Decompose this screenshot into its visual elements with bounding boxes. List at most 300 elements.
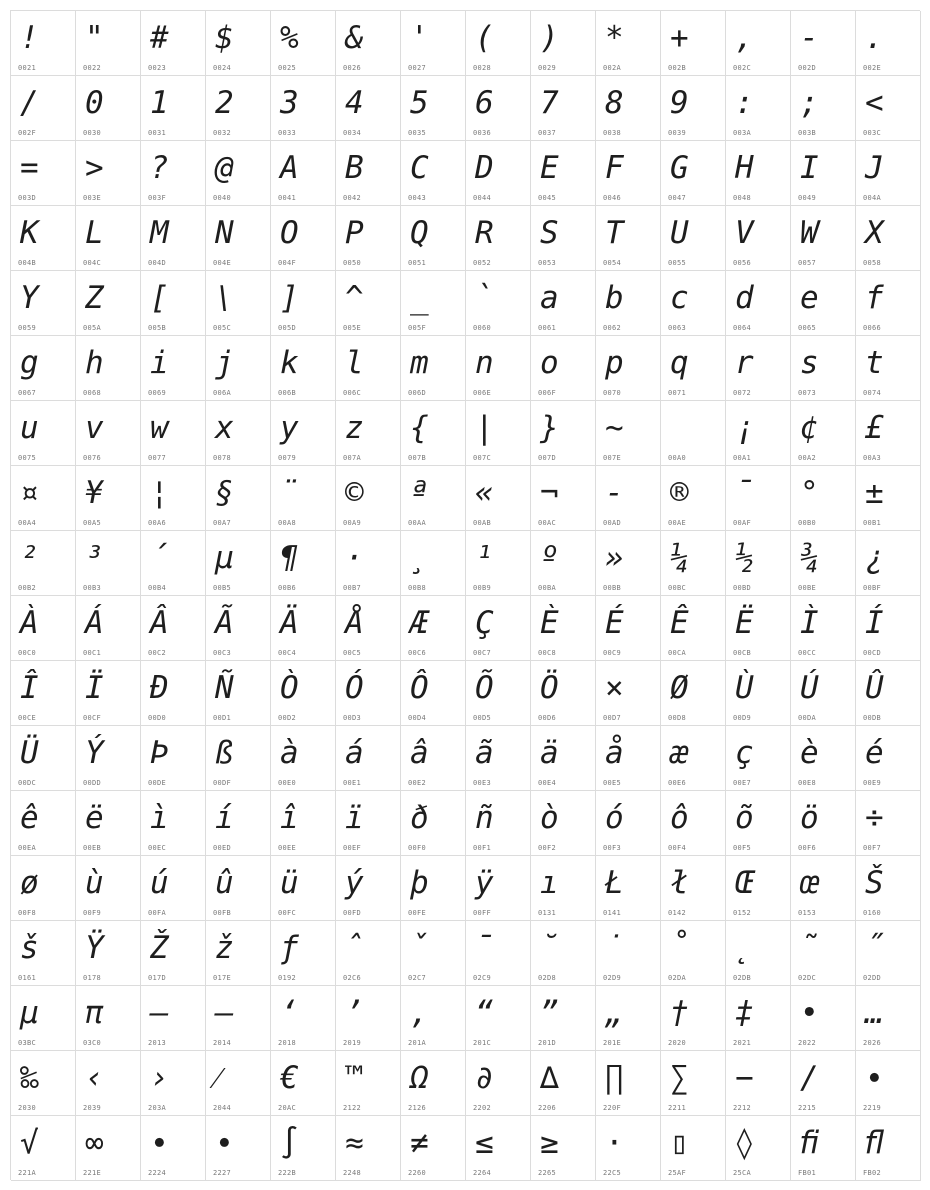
glyph-cell <box>206 336 271 401</box>
glyph-codepoint: 00EB <box>83 844 102 852</box>
glyph-codepoint: 220F <box>603 1104 622 1112</box>
glyph-codepoint: 007A <box>343 454 362 462</box>
glyph-cell <box>856 76 921 141</box>
glyph-char: š <box>20 930 39 966</box>
glyph-char: < <box>865 85 884 121</box>
glyph-char: ¿ <box>865 540 884 576</box>
glyph-codepoint: 0152 <box>733 909 752 917</box>
glyph-char: ƒ <box>280 930 299 966</box>
glyph-cell <box>856 856 921 921</box>
glyph-char: W <box>800 215 819 251</box>
glyph-char: { <box>410 410 429 446</box>
glyph-cell <box>726 1051 791 1116</box>
glyph-cell <box>141 206 206 271</box>
glyph-codepoint: 00DE <box>148 779 167 787</box>
glyph-char: ∑ <box>670 1060 689 1096</box>
glyph-codepoint: 005E <box>343 324 362 332</box>
glyph-cell <box>76 11 141 76</box>
glyph-codepoint: 00D3 <box>343 714 362 722</box>
glyph-char: s <box>800 345 819 381</box>
glyph-char: ł <box>670 865 689 901</box>
glyph-cell <box>466 726 531 791</box>
glyph-char: G <box>670 150 689 186</box>
glyph-codepoint: 02DC <box>798 974 817 982</box>
glyph-cell <box>141 661 206 726</box>
glyph-char: © <box>345 475 364 511</box>
glyph-char: ý <box>345 865 364 901</box>
glyph-codepoint: 0062 <box>603 324 622 332</box>
glyph-cell <box>336 596 401 661</box>
glyph-char: Ü <box>20 735 39 771</box>
glyph-codepoint: 0027 <box>408 64 427 72</box>
glyph-codepoint: 006E <box>473 389 492 397</box>
glyph-char: V <box>735 215 754 251</box>
glyph-codepoint: 0069 <box>148 389 167 397</box>
glyph-cell <box>206 271 271 336</box>
glyph-char: ▯ <box>670 1125 689 1161</box>
glyph-codepoint: 00D6 <box>538 714 557 722</box>
glyph-codepoint: 00B1 <box>863 519 882 527</box>
glyph-cell <box>336 661 401 726</box>
glyph-char: u <box>20 410 39 446</box>
glyph-codepoint: 00EE <box>278 844 297 852</box>
glyph-char: O <box>280 215 299 251</box>
glyph-codepoint: 0048 <box>733 194 752 202</box>
glyph-cell <box>856 661 921 726</box>
glyph-codepoint: 0050 <box>343 259 362 267</box>
glyph-codepoint: 00FA <box>148 909 167 917</box>
glyph-codepoint: 0060 <box>473 324 492 332</box>
glyph-char: þ <box>410 865 429 901</box>
glyph-codepoint: 005B <box>148 324 167 332</box>
glyph-codepoint: 2265 <box>538 1169 557 1177</box>
glyph-char: ˜ <box>800 930 819 966</box>
glyph-cell <box>531 206 596 271</box>
glyph-cell <box>336 986 401 1051</box>
glyph-char: Ç <box>475 605 494 641</box>
glyph-codepoint: 00F7 <box>863 844 882 852</box>
glyph-codepoint: 0153 <box>798 909 817 917</box>
glyph-cell <box>206 76 271 141</box>
glyph-char: 5 <box>410 85 429 121</box>
glyph-char: B <box>345 150 364 186</box>
glyph-codepoint: 00DF <box>213 779 232 787</box>
glyph-codepoint: 0161 <box>18 974 37 982</box>
glyph-cell <box>596 401 661 466</box>
glyph-cell <box>531 466 596 531</box>
glyph-codepoint: 00C4 <box>278 649 297 657</box>
glyph-cell <box>791 856 856 921</box>
glyph-codepoint: 2211 <box>668 1104 687 1112</box>
glyph-cell <box>791 336 856 401</box>
glyph-cell <box>726 11 791 76</box>
glyph-codepoint: 00C3 <box>213 649 232 657</box>
glyph-codepoint: 0049 <box>798 194 817 202</box>
glyph-cell <box>661 466 726 531</box>
glyph-codepoint: 00B8 <box>408 584 427 592</box>
glyph-cell <box>401 531 466 596</box>
glyph-cell <box>531 11 596 76</box>
glyph-codepoint: 20AC <box>278 1104 297 1112</box>
glyph-char: ﬁ <box>800 1125 819 1161</box>
glyph-char: Ù <box>735 670 754 706</box>
glyph-cell <box>726 271 791 336</box>
glyph-codepoint: 00B5 <box>213 584 232 592</box>
glyph-codepoint: 0071 <box>668 389 687 397</box>
glyph-cell <box>11 531 76 596</box>
glyph-char: ò <box>540 800 559 836</box>
glyph-char: ⁄ <box>215 1060 221 1096</box>
glyph-codepoint: 00A6 <box>148 519 167 527</box>
glyph-char: ∕ <box>800 1060 819 1096</box>
glyph-char: † <box>670 995 689 1031</box>
glyph-char: = <box>20 150 39 186</box>
glyph-codepoint: 00CD <box>863 649 882 657</box>
glyph-codepoint: 25CA <box>733 1169 752 1177</box>
glyph-char: º <box>540 540 559 576</box>
glyph-char: " <box>85 20 104 56</box>
glyph-cell <box>206 1051 271 1116</box>
glyph-cell <box>141 11 206 76</box>
glyph-cell <box>336 11 401 76</box>
glyph-char: ¨ <box>280 475 299 511</box>
glyph-cell <box>791 141 856 206</box>
glyph-codepoint: 006A <box>213 389 232 397</box>
glyph-char: ≤ <box>475 1125 494 1161</box>
glyph-char: * <box>605 20 624 56</box>
glyph-char: á <box>345 735 364 771</box>
glyph-cell <box>661 661 726 726</box>
glyph-codepoint: 0061 <box>538 324 557 332</box>
glyph-char: S <box>540 215 559 251</box>
glyph-cell <box>271 791 336 856</box>
glyph-cell <box>466 1051 531 1116</box>
glyph-char: ¯ <box>735 475 754 511</box>
glyph-codepoint: 005C <box>213 324 232 332</box>
glyph-cell <box>11 791 76 856</box>
glyph-char: ä <box>540 735 559 771</box>
glyph-char: j <box>215 345 234 381</box>
glyph-char: ¢ <box>800 410 819 446</box>
glyph-char: ' <box>410 20 429 56</box>
glyph-char: | <box>475 410 494 446</box>
glyph-cell <box>466 1116 531 1181</box>
glyph-cell <box>531 726 596 791</box>
glyph-cell <box>596 336 661 401</box>
glyph-char: ¡ <box>735 410 754 446</box>
glyph-cell <box>141 531 206 596</box>
glyph-char: Q <box>410 215 429 251</box>
glyph-codepoint: 00BB <box>603 584 622 592</box>
glyph-cell <box>206 661 271 726</box>
glyph-codepoint: 00F1 <box>473 844 492 852</box>
glyph-cell <box>661 401 726 466</box>
glyph-char: H <box>735 150 754 186</box>
glyph-codepoint: 00CB <box>733 649 752 657</box>
glyph-cell <box>336 271 401 336</box>
glyph-cell <box>661 856 726 921</box>
glyph-char: ë <box>85 800 104 836</box>
glyph-codepoint: 0141 <box>603 909 622 917</box>
glyph-codepoint: 201D <box>538 1039 557 1047</box>
glyph-char: 4 <box>345 85 364 121</box>
glyph-codepoint: 201A <box>408 1039 427 1047</box>
glyph-cell <box>206 531 271 596</box>
glyph-char: ú <box>150 865 169 901</box>
glyph-codepoint: 00E4 <box>538 779 557 787</box>
glyph-char: % <box>280 20 299 56</box>
glyph-codepoint: 0066 <box>863 324 882 332</box>
glyph-codepoint: 00D1 <box>213 714 232 722</box>
glyph-char: Œ <box>735 865 754 901</box>
glyph-char: ; <box>800 85 819 121</box>
glyph-codepoint: 0075 <box>18 454 37 462</box>
glyph-char: ~ <box>605 410 624 446</box>
glyph-cell <box>11 206 76 271</box>
glyph-cell <box>726 401 791 466</box>
glyph-char: I <box>800 150 819 186</box>
glyph-char: ∫ <box>280 1125 299 1161</box>
glyph-cell <box>76 271 141 336</box>
glyph-cell <box>76 466 141 531</box>
glyph-cell <box>596 271 661 336</box>
glyph-char: ˆ <box>345 930 364 966</box>
glyph-cell <box>531 1051 596 1116</box>
glyph-codepoint: 00E9 <box>863 779 882 787</box>
glyph-cell <box>336 726 401 791</box>
glyph-cell <box>661 791 726 856</box>
glyph-char: / <box>20 85 39 121</box>
glyph-cell <box>271 401 336 466</box>
glyph-cell <box>336 1051 401 1116</box>
glyph-codepoint: 25AF <box>668 1169 687 1177</box>
glyph-codepoint: 00E2 <box>408 779 427 787</box>
glyph-char: × <box>605 670 624 706</box>
glyph-cell <box>726 791 791 856</box>
glyph-cell <box>11 11 76 76</box>
glyph-char: P <box>345 215 364 251</box>
glyph-codepoint: 0039 <box>668 129 687 137</box>
glyph-cell <box>791 1051 856 1116</box>
glyph-cell <box>11 1051 76 1116</box>
glyph-cell <box>141 141 206 206</box>
glyph-char: ] <box>280 280 299 316</box>
glyph-char: ^ <box>345 280 364 316</box>
glyph-cell <box>336 1116 401 1181</box>
glyph-codepoint: 017E <box>213 974 232 982</box>
glyph-char: Ô <box>410 670 429 706</box>
glyph-char: é <box>865 735 884 771</box>
glyph-codepoint: 00DC <box>18 779 37 787</box>
glyph-cell <box>141 336 206 401</box>
glyph-codepoint: 00F0 <box>408 844 427 852</box>
glyph-cell <box>206 856 271 921</box>
glyph-char: ³ <box>85 540 104 576</box>
glyph-cell <box>856 921 921 986</box>
glyph-codepoint: 221E <box>83 1169 102 1177</box>
glyph-char: ‡ <box>735 995 754 1031</box>
glyph-char: Ê <box>670 605 689 641</box>
glyph-cell <box>76 401 141 466</box>
glyph-cell <box>596 921 661 986</box>
glyph-codepoint: 00B6 <box>278 584 297 592</box>
glyph-codepoint: 00CE <box>18 714 37 722</box>
glyph-codepoint: 004E <box>213 259 232 267</box>
glyph-char: μ <box>20 995 39 1031</box>
glyph-codepoint: 00D5 <box>473 714 492 722</box>
glyph-cell <box>726 76 791 141</box>
glyph-cell <box>206 596 271 661</box>
glyph-codepoint: 00BC <box>668 584 687 592</box>
glyph-cell <box>466 596 531 661</box>
glyph-cell <box>336 336 401 401</box>
glyph-codepoint: 0070 <box>603 389 622 397</box>
glyph-codepoint: 017D <box>148 974 167 982</box>
glyph-char: p <box>605 345 624 381</box>
glyph-cell <box>531 141 596 206</box>
glyph-char: ¥ <box>85 475 104 511</box>
glyph-codepoint: 0052 <box>473 259 492 267</box>
glyph-char: J <box>865 150 884 186</box>
glyph-char: & <box>345 20 364 56</box>
glyph-cell <box>401 726 466 791</box>
glyph-cell <box>596 466 661 531</box>
glyph-char: C <box>410 150 429 186</box>
glyph-char: ç <box>735 735 754 771</box>
glyph-char: · <box>345 540 364 576</box>
glyph-char: í <box>215 800 234 836</box>
glyph-char: œ <box>800 865 819 901</box>
glyph-codepoint: 00FF <box>473 909 492 917</box>
glyph-char: Ë <box>735 605 754 641</box>
glyph-char: ˇ <box>410 930 429 966</box>
glyph-cell <box>271 531 336 596</box>
glyph-codepoint: 0058 <box>863 259 882 267</box>
glyph-cell <box>401 11 466 76</box>
glyph-char: Â <box>150 605 169 641</box>
glyph-codepoint: 0040 <box>213 194 232 202</box>
glyph-codepoint: 2224 <box>148 1169 167 1177</box>
glyph-cell <box>726 856 791 921</box>
glyph-char: d <box>735 280 754 316</box>
glyph-cell <box>11 921 76 986</box>
glyph-codepoint: 00C5 <box>343 649 362 657</box>
glyph-codepoint: 002D <box>798 64 817 72</box>
glyph-codepoint: 201C <box>473 1039 492 1047</box>
glyph-char: N <box>215 215 234 251</box>
glyph-char: 6 <box>475 85 494 121</box>
glyph-char: - <box>800 20 819 56</box>
glyph-codepoint: 00D0 <box>148 714 167 722</box>
glyph-char: æ <box>670 735 689 771</box>
glyph-cell <box>401 466 466 531</box>
glyph-char: £ <box>865 410 884 446</box>
glyph-codepoint: 221A <box>18 1169 37 1177</box>
glyph-char: 9 <box>670 85 689 121</box>
glyph-cell <box>466 661 531 726</box>
glyph-char: ≥ <box>540 1125 559 1161</box>
glyph-cell <box>661 531 726 596</box>
glyph-codepoint: 00F5 <box>733 844 752 852</box>
glyph-char: ` <box>475 280 494 316</box>
glyph-char: û <box>215 865 234 901</box>
glyph-codepoint: 002E <box>863 64 882 72</box>
glyph-codepoint: 0079 <box>278 454 297 462</box>
glyph-char: µ <box>215 540 234 576</box>
glyph-codepoint: 00BA <box>538 584 557 592</box>
glyph-codepoint: 006B <box>278 389 297 397</box>
glyph-char: [ <box>150 280 169 316</box>
glyph-cell <box>401 336 466 401</box>
glyph-cell <box>531 1116 596 1181</box>
glyph-cell <box>726 921 791 986</box>
glyph-char: w <box>150 410 169 446</box>
glyph-codepoint: 2212 <box>733 1104 752 1112</box>
glyph-codepoint: 0024 <box>213 64 232 72</box>
glyph-cell <box>206 1116 271 1181</box>
glyph-char: € <box>280 1060 299 1096</box>
glyph-char: ½ <box>735 540 754 576</box>
glyph-cell <box>726 531 791 596</box>
glyph-cell <box>76 661 141 726</box>
glyph-cell <box>336 141 401 206</box>
glyph-codepoint: 0059 <box>18 324 37 332</box>
glyph-cell <box>141 401 206 466</box>
glyph-cell <box>401 661 466 726</box>
glyph-char: M <box>150 215 169 251</box>
glyph-codepoint: 00DA <box>798 714 817 722</box>
glyph-cell <box>401 141 466 206</box>
glyph-codepoint: 0034 <box>343 129 362 137</box>
glyph-char: ≈ <box>345 1125 364 1161</box>
glyph-codepoint: 004C <box>83 259 102 267</box>
glyph-char: ü <box>280 865 299 901</box>
glyph-codepoint: 2020 <box>668 1039 687 1047</box>
glyph-char: ◊ <box>735 1125 754 1161</box>
glyph-char: Y <box>20 280 39 316</box>
glyph-codepoint: 2039 <box>83 1104 102 1112</box>
glyph-codepoint: 222B <box>278 1169 297 1177</box>
glyph-codepoint: 0074 <box>863 389 882 397</box>
glyph-char: U <box>670 215 689 251</box>
glyph-char: \ <box>215 280 234 316</box>
glyph-char: ı <box>540 865 559 901</box>
glyph-cell <box>336 791 401 856</box>
glyph-cell <box>466 921 531 986</box>
glyph-cell <box>661 76 726 141</box>
glyph-char: „ <box>605 995 624 1031</box>
glyph-cell <box>336 401 401 466</box>
glyph-char: : <box>735 85 754 121</box>
glyph-cell <box>271 11 336 76</box>
glyph-char: ø <box>20 865 39 901</box>
glyph-codepoint: 00DD <box>83 779 102 787</box>
glyph-codepoint: 007D <box>538 454 557 462</box>
glyph-cell <box>141 1051 206 1116</box>
glyph-codepoint: 0045 <box>538 194 557 202</box>
glyph-char: ! <box>20 20 39 56</box>
glyph-cell <box>76 531 141 596</box>
glyph-cell <box>336 76 401 141</box>
glyph-char: ¤ <box>20 475 39 511</box>
glyph-char: m <box>410 345 429 381</box>
glyph-char: h <box>85 345 104 381</box>
glyph-codepoint: 2021 <box>733 1039 752 1047</box>
glyph-codepoint: 00B2 <box>18 584 37 592</box>
glyph-codepoint: 003C <box>863 129 882 137</box>
glyph-codepoint: 004D <box>148 259 167 267</box>
glyph-char: Æ <box>410 605 429 641</box>
